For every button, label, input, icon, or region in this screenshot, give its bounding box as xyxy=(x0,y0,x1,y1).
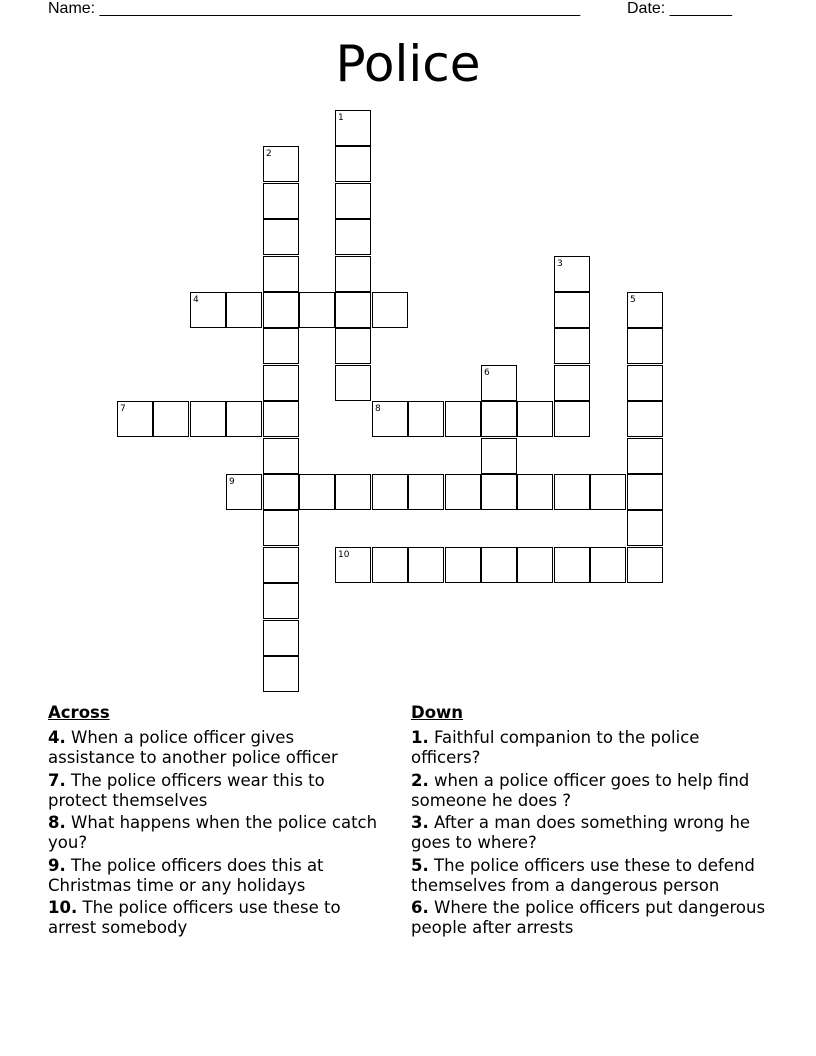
crossword-cell[interactable] xyxy=(481,438,517,474)
crossword-cell[interactable] xyxy=(627,510,663,546)
crossword-cell[interactable] xyxy=(372,547,408,583)
crossword-cell[interactable] xyxy=(263,183,299,219)
crossword-cell[interactable] xyxy=(335,183,371,219)
crossword-cell[interactable] xyxy=(263,547,299,583)
crossword-cell[interactable] xyxy=(153,401,189,437)
cell-number: 10 xyxy=(338,550,350,560)
crossword-cell[interactable] xyxy=(408,474,444,510)
clue-text: The police officers use these to arrest somebody xyxy=(48,898,341,938)
cell-number: 3 xyxy=(557,259,563,269)
name-field-label: Name: ______________________________________________________ xyxy=(48,0,581,17)
clue-number: 9. xyxy=(48,855,66,875)
crossword-cell[interactable] xyxy=(335,547,371,583)
crossword-cell[interactable] xyxy=(517,547,553,583)
crossword-cell[interactable] xyxy=(263,510,299,546)
cell-number: 5 xyxy=(630,295,636,305)
down-clue xyxy=(411,728,771,768)
crossword-cell[interactable] xyxy=(335,365,371,401)
clue-number: 2. xyxy=(411,770,429,790)
clue-text: When a police officer gives assistance to another police officer xyxy=(48,728,338,767)
clue-text: when a police officer goes to help find someone he does ? xyxy=(411,770,750,810)
across-clue xyxy=(48,898,378,938)
crossword-cell[interactable] xyxy=(554,256,590,292)
clue-text: Faithful companion to the police officers? xyxy=(411,728,700,767)
crossword-cell[interactable] xyxy=(554,547,590,583)
crossword-cell[interactable] xyxy=(335,146,371,182)
crossword-cell[interactable] xyxy=(481,474,517,510)
crossword-cell[interactable] xyxy=(554,292,590,328)
crossword-cell[interactable] xyxy=(263,656,299,692)
crossword-cell[interactable] xyxy=(335,219,371,255)
crossword-cell[interactable] xyxy=(226,401,262,437)
crossword-cell[interactable] xyxy=(299,292,335,328)
crossword-cell[interactable] xyxy=(517,401,553,437)
clue-number: 4. xyxy=(48,728,66,747)
down-clue xyxy=(411,856,771,896)
down-clue xyxy=(411,813,771,853)
cell-number: 4 xyxy=(193,295,199,305)
across-heading: Across xyxy=(48,703,110,722)
crossword-cell[interactable] xyxy=(372,401,408,437)
crossword-cell[interactable] xyxy=(408,547,444,583)
crossword-cell[interactable] xyxy=(335,328,371,364)
crossword-cell[interactable] xyxy=(554,365,590,401)
crossword-cell[interactable] xyxy=(263,292,299,328)
crossword-cell[interactable] xyxy=(445,547,481,583)
crossword-cell[interactable] xyxy=(372,292,408,328)
crossword-cell[interactable] xyxy=(263,328,299,364)
clue-text: What happens when the police catch you? xyxy=(48,813,378,853)
crossword-cell[interactable] xyxy=(226,474,262,510)
clue-number: 8. xyxy=(48,813,66,833)
crossword-cell[interactable] xyxy=(627,328,663,364)
down-clue xyxy=(411,771,771,811)
crossword-cell[interactable] xyxy=(481,401,517,437)
crossword-cell[interactable] xyxy=(226,292,262,328)
crossword-cell[interactable] xyxy=(590,474,626,510)
crossword-cell[interactable] xyxy=(190,292,226,328)
crossword-cell[interactable] xyxy=(627,401,663,437)
clue-text: Where the police officers put dangerous people after arrests xyxy=(411,898,766,938)
crossword-cell[interactable] xyxy=(335,110,371,146)
down-heading: Down xyxy=(411,703,464,722)
cell-number: 6 xyxy=(484,368,490,378)
across-clue xyxy=(48,771,378,811)
crossword-cell[interactable] xyxy=(590,547,626,583)
clue-number: 1. xyxy=(411,728,429,747)
page-title: Police xyxy=(335,35,481,93)
across-clue xyxy=(48,728,378,768)
across-clue xyxy=(48,813,378,853)
crossword-cell[interactable] xyxy=(190,401,226,437)
crossword-cell[interactable] xyxy=(627,438,663,474)
cell-number: 7 xyxy=(120,404,126,414)
crossword-cell[interactable] xyxy=(408,401,444,437)
crossword-cell[interactable] xyxy=(263,583,299,619)
crossword-cell[interactable] xyxy=(263,219,299,255)
crossword-cell[interactable] xyxy=(263,365,299,401)
crossword-cell[interactable] xyxy=(263,620,299,656)
across-clue xyxy=(48,856,378,896)
crossword-cell[interactable] xyxy=(335,256,371,292)
crossword-cell[interactable] xyxy=(117,401,153,437)
crossword-cell[interactable] xyxy=(263,256,299,292)
clue-text: After a man does something wrong he goes to where? xyxy=(411,813,751,853)
down-clue xyxy=(411,898,771,938)
crossword-cell[interactable] xyxy=(445,474,481,510)
crossword-cell[interactable] xyxy=(263,401,299,437)
date-field-label: Date: _______ xyxy=(627,0,732,17)
crossword-cell[interactable] xyxy=(263,146,299,182)
crossword-cell[interactable] xyxy=(299,474,335,510)
cell-number: 9 xyxy=(229,477,235,487)
crossword-cell[interactable] xyxy=(554,328,590,364)
clue-number: 10. xyxy=(48,898,78,918)
crossword-cell[interactable] xyxy=(445,401,481,437)
clue-number: 7. xyxy=(48,770,66,790)
clue-number: 3. xyxy=(411,813,429,833)
clue-number: 5. xyxy=(411,855,429,875)
clue-text: The police officers use these to defend themselves from a dangerous person xyxy=(411,855,755,895)
crossword-cell[interactable] xyxy=(372,474,408,510)
crossword-cell[interactable] xyxy=(481,547,517,583)
clue-number: 6. xyxy=(411,898,429,918)
crossword-cell[interactable] xyxy=(554,474,590,510)
crossword-cell[interactable] xyxy=(627,547,663,583)
crossword-cell[interactable] xyxy=(263,438,299,474)
crossword-cell[interactable] xyxy=(554,401,590,437)
across-clues xyxy=(48,703,378,941)
crossword-cell[interactable] xyxy=(481,365,517,401)
crossword-cell[interactable] xyxy=(335,474,371,510)
crossword-cell[interactable] xyxy=(335,292,371,328)
cell-number: 1 xyxy=(338,113,344,123)
cell-number: 8 xyxy=(375,404,381,414)
crossword-cell[interactable] xyxy=(263,474,299,510)
clue-text: The police officers wear this to protect themselves xyxy=(48,770,325,810)
down-clues xyxy=(411,703,771,941)
crossword-cell[interactable] xyxy=(517,474,553,510)
clue-text: The police officers does this at Christmas time or any holidays xyxy=(48,855,324,895)
crossword-cell[interactable] xyxy=(627,292,663,328)
crossword-cell[interactable] xyxy=(627,474,663,510)
cell-number: 2 xyxy=(266,149,272,159)
crossword-cell[interactable] xyxy=(627,365,663,401)
